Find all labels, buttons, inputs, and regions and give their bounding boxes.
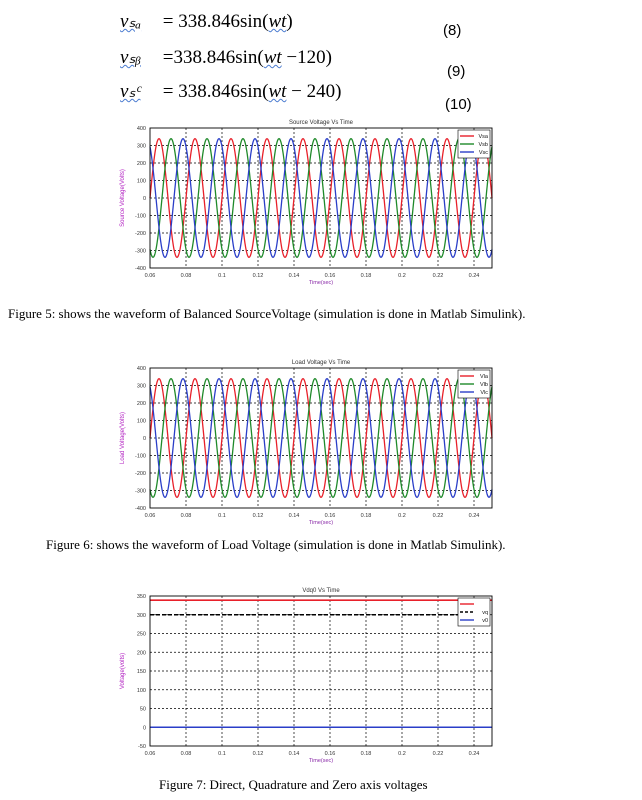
equation-9-lhs: vₛᵦ bbox=[120, 47, 141, 68]
legend-label: Vla bbox=[480, 374, 488, 380]
y-tick-label: 300 bbox=[136, 143, 146, 150]
y-tick-label: -50 bbox=[138, 744, 146, 750]
x-tick-label: 0.18 bbox=[360, 513, 372, 519]
x-tick-label: 0.22 bbox=[432, 513, 444, 519]
x-tick-label: 0.08 bbox=[180, 751, 192, 757]
x-tick-label: 0.08 bbox=[180, 513, 192, 519]
series-line-Vsc bbox=[150, 139, 492, 258]
legend-label: v0 bbox=[482, 618, 488, 624]
legend-label: Vsc bbox=[478, 150, 488, 156]
x-tick-label: 0.22 bbox=[432, 273, 444, 279]
plot-frame bbox=[150, 368, 492, 508]
x-tick-label: 0.1 bbox=[218, 513, 226, 519]
x-tick-label: 0.22 bbox=[432, 751, 444, 757]
x-tick-label: 0.16 bbox=[324, 751, 336, 757]
y-tick-label: 100 bbox=[136, 687, 146, 694]
y-tick-label: 200 bbox=[136, 161, 146, 167]
x-tick-label: 0.18 bbox=[360, 273, 372, 279]
y-tick-label: -300 bbox=[134, 488, 146, 495]
x-tick-label: 0.2 bbox=[398, 751, 406, 757]
x-tick-label: 0.2 bbox=[398, 513, 406, 519]
y-tick-label: -400 bbox=[134, 266, 146, 272]
y-tick-label: 0 bbox=[142, 436, 146, 442]
y-axis-label: Load Voltage(Volts) bbox=[120, 411, 126, 465]
chart-title: Vdq0 Vs Time bbox=[302, 588, 340, 594]
equation-8-lhs: vₛₐ bbox=[120, 11, 142, 32]
x-tick-label: 0.08 bbox=[180, 273, 192, 279]
x-tick-label: 0.2 bbox=[398, 273, 406, 279]
equation-10-rhs: = 338.846sin(wt − 240) bbox=[162, 81, 342, 102]
chart-title: Source Voltage Vs Time bbox=[288, 120, 354, 126]
source-voltage-chart bbox=[110, 114, 500, 294]
equation-8-number: (8) bbox=[443, 22, 462, 39]
series-line-Vlb bbox=[150, 379, 492, 498]
series-line-Vsa bbox=[150, 139, 492, 258]
equation-9-number: (9) bbox=[447, 63, 466, 80]
y-tick-label: 350 bbox=[136, 594, 146, 600]
y-tick-label: 250 bbox=[136, 631, 146, 638]
y-axis-label: Voltage(volts) bbox=[120, 652, 126, 690]
x-tick-label: 0.18 bbox=[360, 751, 372, 757]
load-voltage-chart bbox=[120, 354, 498, 532]
y-tick-label: -100 bbox=[134, 213, 146, 220]
x-tick-label: 0.24 bbox=[468, 751, 480, 757]
y-tick-label: 150 bbox=[136, 669, 146, 675]
y-tick-label: -100 bbox=[134, 453, 146, 460]
x-axis-label: Time(sec) bbox=[308, 280, 334, 286]
legend-label: Vlb bbox=[480, 382, 488, 388]
y-tick-label: 100 bbox=[136, 178, 146, 185]
x-tick-label: 0.14 bbox=[288, 273, 300, 279]
equation-8-rhs: = 338.846sin(wt) bbox=[162, 11, 293, 32]
x-tick-label: 0.1 bbox=[218, 273, 226, 279]
legend-label: Vsb bbox=[478, 142, 488, 148]
x-tick-label: 0.12 bbox=[252, 273, 264, 279]
x-axis-label: Time(sec) bbox=[308, 758, 334, 764]
y-tick-label: 100 bbox=[136, 418, 146, 425]
series-line-Vla bbox=[150, 379, 492, 498]
y-tick-label: 50 bbox=[139, 706, 146, 713]
plot-frame bbox=[150, 596, 492, 746]
figure-7-caption: Figure 7: Direct, Quadrature and Zero axis voltages bbox=[159, 777, 428, 792]
equation-9-rhs: =338.846sin(wt −120) bbox=[162, 47, 332, 68]
y-axis-label: Source Voltage(Volts) bbox=[120, 169, 126, 227]
equation-8 bbox=[120, 10, 293, 33]
equation-9 bbox=[120, 46, 332, 69]
y-tick-label: 200 bbox=[136, 650, 146, 657]
x-tick-label: 0.24 bbox=[468, 513, 480, 519]
x-tick-label: 0.06 bbox=[144, 273, 156, 279]
x-tick-label: 0.24 bbox=[468, 273, 480, 279]
y-tick-label: -300 bbox=[134, 248, 146, 255]
equation-10-number: (10) bbox=[445, 96, 472, 113]
y-tick-label: -400 bbox=[134, 506, 146, 512]
y-tick-label: -200 bbox=[134, 471, 146, 477]
x-tick-label: 0.12 bbox=[252, 513, 264, 519]
figure-6-caption: Figure 6: shows the waveform of Load Voltage (simulation is done in Matlab Simulink). bbox=[46, 537, 506, 552]
equation-10 bbox=[120, 80, 341, 103]
figure-5-caption: Figure 5: shows the waveform of Balanced SourceVoltage (simulation is done in Matlab Simulink). bbox=[8, 306, 526, 321]
legend-label: Vsa bbox=[478, 134, 488, 140]
y-tick-label: 0 bbox=[142, 725, 146, 732]
y-tick-label: -200 bbox=[134, 231, 146, 237]
x-tick-label: 0.06 bbox=[144, 513, 156, 519]
plot-frame bbox=[150, 128, 492, 268]
y-tick-label: 300 bbox=[136, 383, 146, 390]
x-axis-label: Time(sec) bbox=[308, 520, 334, 526]
legend-label: vq bbox=[482, 610, 488, 616]
x-tick-label: 0.14 bbox=[288, 513, 300, 519]
x-tick-label: 0.16 bbox=[324, 273, 336, 279]
x-tick-label: 0.06 bbox=[144, 751, 156, 757]
equation-10-lhs: vₛᶜ bbox=[120, 81, 141, 102]
y-tick-label: 0 bbox=[142, 196, 146, 202]
x-tick-label: 0.1 bbox=[218, 751, 226, 757]
series-line-Vsb bbox=[150, 139, 492, 258]
chart-title: Load Voltage Vs Time bbox=[291, 360, 351, 366]
y-tick-label: 300 bbox=[136, 612, 146, 619]
vdq0-chart bbox=[120, 582, 498, 770]
x-tick-label: 0.14 bbox=[288, 751, 300, 757]
x-tick-label: 0.12 bbox=[252, 751, 264, 757]
y-tick-label: 200 bbox=[136, 401, 146, 407]
series-line-Vlc bbox=[150, 379, 492, 498]
y-tick-label: 400 bbox=[136, 126, 146, 132]
y-tick-label: 400 bbox=[136, 366, 146, 372]
x-tick-label: 0.16 bbox=[324, 513, 336, 519]
legend-label: Vlc bbox=[480, 390, 488, 396]
